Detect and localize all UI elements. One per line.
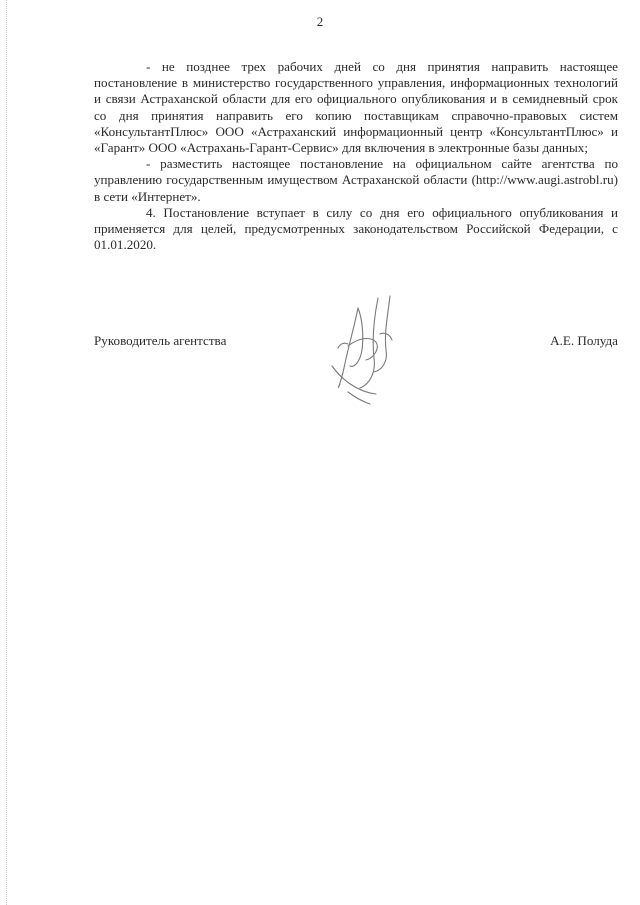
- signatory-title: Руководитель агентства: [94, 333, 227, 348]
- paragraph-effective-date: 4. Постановление вступает в силу со дня его официального опубликования и применяется для целей, предусмотренных законодательством Российской Федерации, с 01.01.2020.: [94, 204, 618, 253]
- paragraph-publication: - не позднее трех рабочих дней со дня принятия направить настоящее постановление в министерство государственного управления, информационных технологий и связи Астраханской области для его официального опубликования и в семидневный срок со дня принятия направить его копию поставщикам справочно-правовых систем «КонсультантПлюс» ООО «Астраханский информационный центр «КонсультантПлюс» и «Гарант» ООО «Астрахань-Гарант-Сервис» для включения в электронные базы данных;: [94, 59, 618, 156]
- page-number: 2: [316, 14, 324, 29]
- page-edge: [6, 0, 9, 905]
- handwritten-signature: [318, 288, 418, 413]
- paragraph-website: - разместить настоящее постановление на официальном сайте агентства по управлению государственным имуществом Астраханской области (http://www.augi.astrobl.ru) в сети «Интернет».: [94, 156, 618, 204]
- signatory-name: А.Е. Полуда: [550, 333, 618, 348]
- document-body: [94, 59, 618, 253]
